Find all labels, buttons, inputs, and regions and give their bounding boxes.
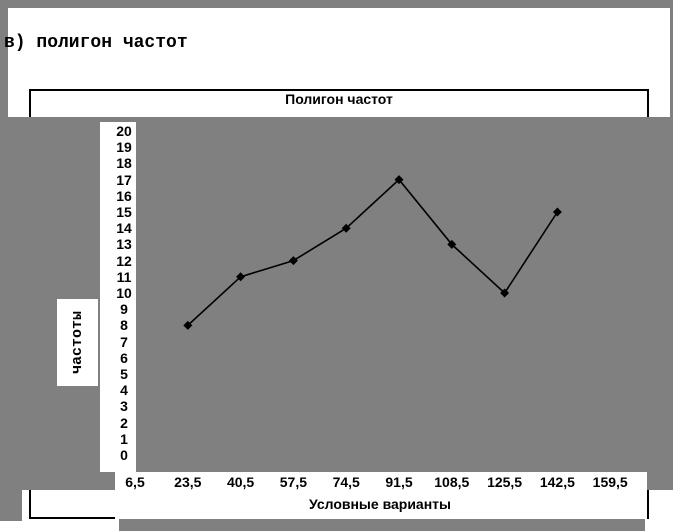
x-tick-label: 40,5 — [226, 474, 255, 490]
y-tick-label: 3 — [120, 398, 128, 415]
y-axis-title-box — [57, 299, 98, 386]
chart-title: Полигон частот — [285, 91, 393, 107]
x-tick-label: 142,5 — [539, 474, 575, 490]
x-tick-label: 57,5 — [279, 474, 308, 490]
y-tick-label: 5 — [120, 366, 128, 382]
x-tick-label: 23,5 — [174, 474, 202, 490]
y-tick-label: 18 — [116, 155, 132, 172]
y-tick-label: 19 — [116, 139, 132, 156]
x-tick-label: 74,5 — [332, 474, 360, 490]
y-tick-label: 7 — [120, 333, 128, 350]
y-axis-title: частоты — [69, 310, 87, 375]
x-tick-label: 91,5 — [385, 474, 413, 490]
y-tick-label: 10 — [116, 285, 132, 301]
y-tick-label: 20 — [116, 123, 132, 139]
x-tick-label: 6,5 — [125, 474, 145, 490]
plot-area-spill-bottom — [119, 519, 645, 531]
y-tick-label: 17 — [116, 171, 132, 188]
y-tick-label: 16 — [116, 187, 132, 204]
y-tick-label: 9 — [120, 301, 128, 318]
y-tick-label: 15 — [116, 204, 132, 220]
y-tick-label: 11 — [116, 268, 132, 285]
x-tick-label: 108,5 — [434, 474, 470, 490]
x-tick-label: 125,5 — [487, 474, 523, 490]
page-margin-left — [0, 8, 8, 117]
y-tick-label: 13 — [116, 236, 132, 253]
y-tick-label: 8 — [120, 317, 128, 334]
y-tick-label: 6 — [120, 349, 128, 366]
page-margin-top — [0, 0, 673, 8]
y-tick-label: 12 — [116, 252, 132, 269]
section-heading: в) полигон частот — [4, 33, 188, 53]
x-tick-label: 159,5 — [592, 474, 628, 490]
y-tick-label: 0 — [120, 447, 128, 463]
plot-area-spill-bottom-left — [0, 490, 22, 521]
y-tick-label: 4 — [120, 382, 128, 399]
y-tick-label: 14 — [116, 220, 132, 237]
y-tick-label: 2 — [120, 414, 128, 431]
x-axis-title: Условные варианты — [309, 496, 451, 512]
y-tick-label: 1 — [120, 430, 128, 447]
